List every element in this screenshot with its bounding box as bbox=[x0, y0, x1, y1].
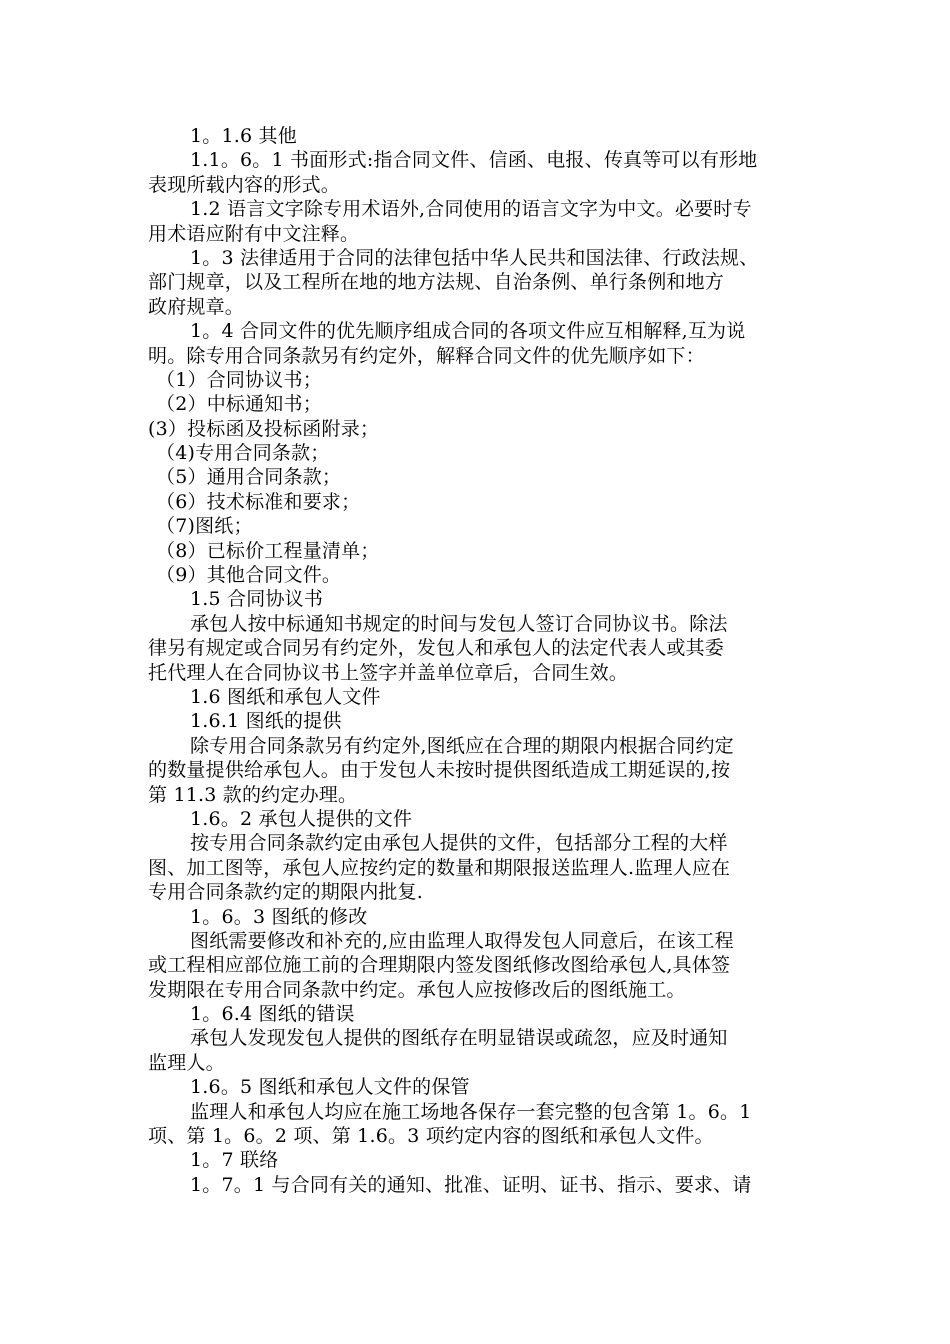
text-line: 图、加工图等，承包人应按约定的数量和期限报送监理人.监理人应在 bbox=[148, 856, 731, 879]
text-line: 项、第 1。6。2 项、第 1.6。3 项约定内容的图纸和承包人文件。 bbox=[148, 1125, 714, 1148]
text-line: 监理人和承包人均应在施工场地各保存一套完整的包含第 1。6。1 bbox=[190, 1100, 752, 1123]
text-line: 政府规章。 bbox=[148, 295, 245, 318]
text-line: （9）其他合同文件。 bbox=[156, 564, 342, 587]
text-line: 1.2 语言文字除专用术语外,合同使用的语言文字为中文。必要时专 bbox=[190, 198, 752, 221]
text-line: 表现所载内容的形式。 bbox=[148, 173, 341, 196]
text-line: 1。7 联络 bbox=[190, 1149, 279, 1172]
text-line: 托代理人在合同协议书上签字并盖单位章后，合同生效。 bbox=[148, 661, 629, 684]
text-line: 部门规章，以及工程所在地的地方法规、自治条例、单行条例和地方 bbox=[148, 271, 725, 294]
text-line: （2）中标通知书； bbox=[156, 393, 322, 416]
text-line: 1。3 法律适用于合同的法律包括中华人民共和国法律、行政法规、 bbox=[190, 246, 759, 269]
text-line: 1.6.1 图纸的提供 bbox=[190, 710, 342, 733]
text-line: (3）投标函及投标函附录； bbox=[148, 417, 380, 440]
text-line: 监理人。 bbox=[148, 1051, 225, 1074]
text-line: 按专用合同条款约定由承包人提供的文件，包括部分工程的大样 bbox=[190, 832, 728, 855]
text-line: 除专用合同条款另有约定外,图纸应在合理的期限内根据合同约定 bbox=[190, 734, 734, 757]
text-line: 发期限在专用合同条款中约定。承包人应按修改后的图纸施工。 bbox=[148, 978, 686, 1001]
text-line: （8）已标价工程量清单； bbox=[156, 539, 380, 562]
text-line: 1。6.4 图纸的错误 bbox=[190, 1003, 355, 1026]
text-line: 1。1.6 其他 bbox=[190, 125, 297, 147]
text-line: 1.6。2 承包人提供的文件 bbox=[190, 807, 413, 830]
text-line: 图纸需要修改和补充的,应由监理人取得发包人同意后，在该工程 bbox=[190, 929, 734, 952]
text-line: 的数量提供给承包人。由于发包人未按时提供图纸造成工期延误的,按 bbox=[148, 759, 731, 782]
text-line: 1.5 合同协议书 bbox=[190, 588, 324, 611]
text-line: 用术语应附有中文注释。 bbox=[148, 222, 360, 245]
text-line: 1。6。3 图纸的修改 bbox=[190, 905, 368, 928]
text-line: （5）通用合同条款； bbox=[156, 466, 342, 489]
text-line: 律另有规定或合同另有约定外，发包人和承包人的法定代表人或其委 bbox=[148, 637, 725, 660]
text-line: （7)图纸； bbox=[156, 515, 253, 538]
text-line: 或工程相应部位施工前的合理期限内签发图纸修改图给承包人,具体签 bbox=[148, 954, 731, 977]
text-line: 承包人发现发包人提供的图纸存在明显错误或疏忽，应及时通知 bbox=[190, 1027, 728, 1050]
text-line: （4)专用合同条款； bbox=[156, 442, 330, 465]
text-line: 1.6 图纸和承包人文件 bbox=[190, 685, 381, 708]
text-line: （6）技术标准和要求； bbox=[156, 490, 361, 513]
text-line: 1.6。5 图纸和承包人文件的保管 bbox=[190, 1076, 470, 1099]
text-line: 1.1。6。1 书面形式:指合同文件、信函、电报、传真等可以有形地 bbox=[190, 149, 758, 172]
text-line: 第 11.3 款的约定办理。 bbox=[148, 783, 358, 806]
text-line: 1。4 合同文件的优先顺序组成合同的各项文件应互相解释,互为说 bbox=[190, 320, 746, 343]
text-line: 明。除专用合同条款另有约定外，解释合同文件的优先顺序如下： bbox=[148, 344, 705, 367]
text-line: 专用合同条款约定的期限内批复. bbox=[148, 881, 424, 904]
document-body bbox=[148, 124, 838, 1197]
text-line: 承包人按中标通知书规定的时间与发包人签订合同协议书。除法 bbox=[190, 612, 728, 635]
text-line: （1）合同协议书； bbox=[156, 368, 322, 391]
text-line: 1。7。1 与合同有关的通知、批准、证明、证书、指示、要求、请 bbox=[190, 1173, 752, 1196]
